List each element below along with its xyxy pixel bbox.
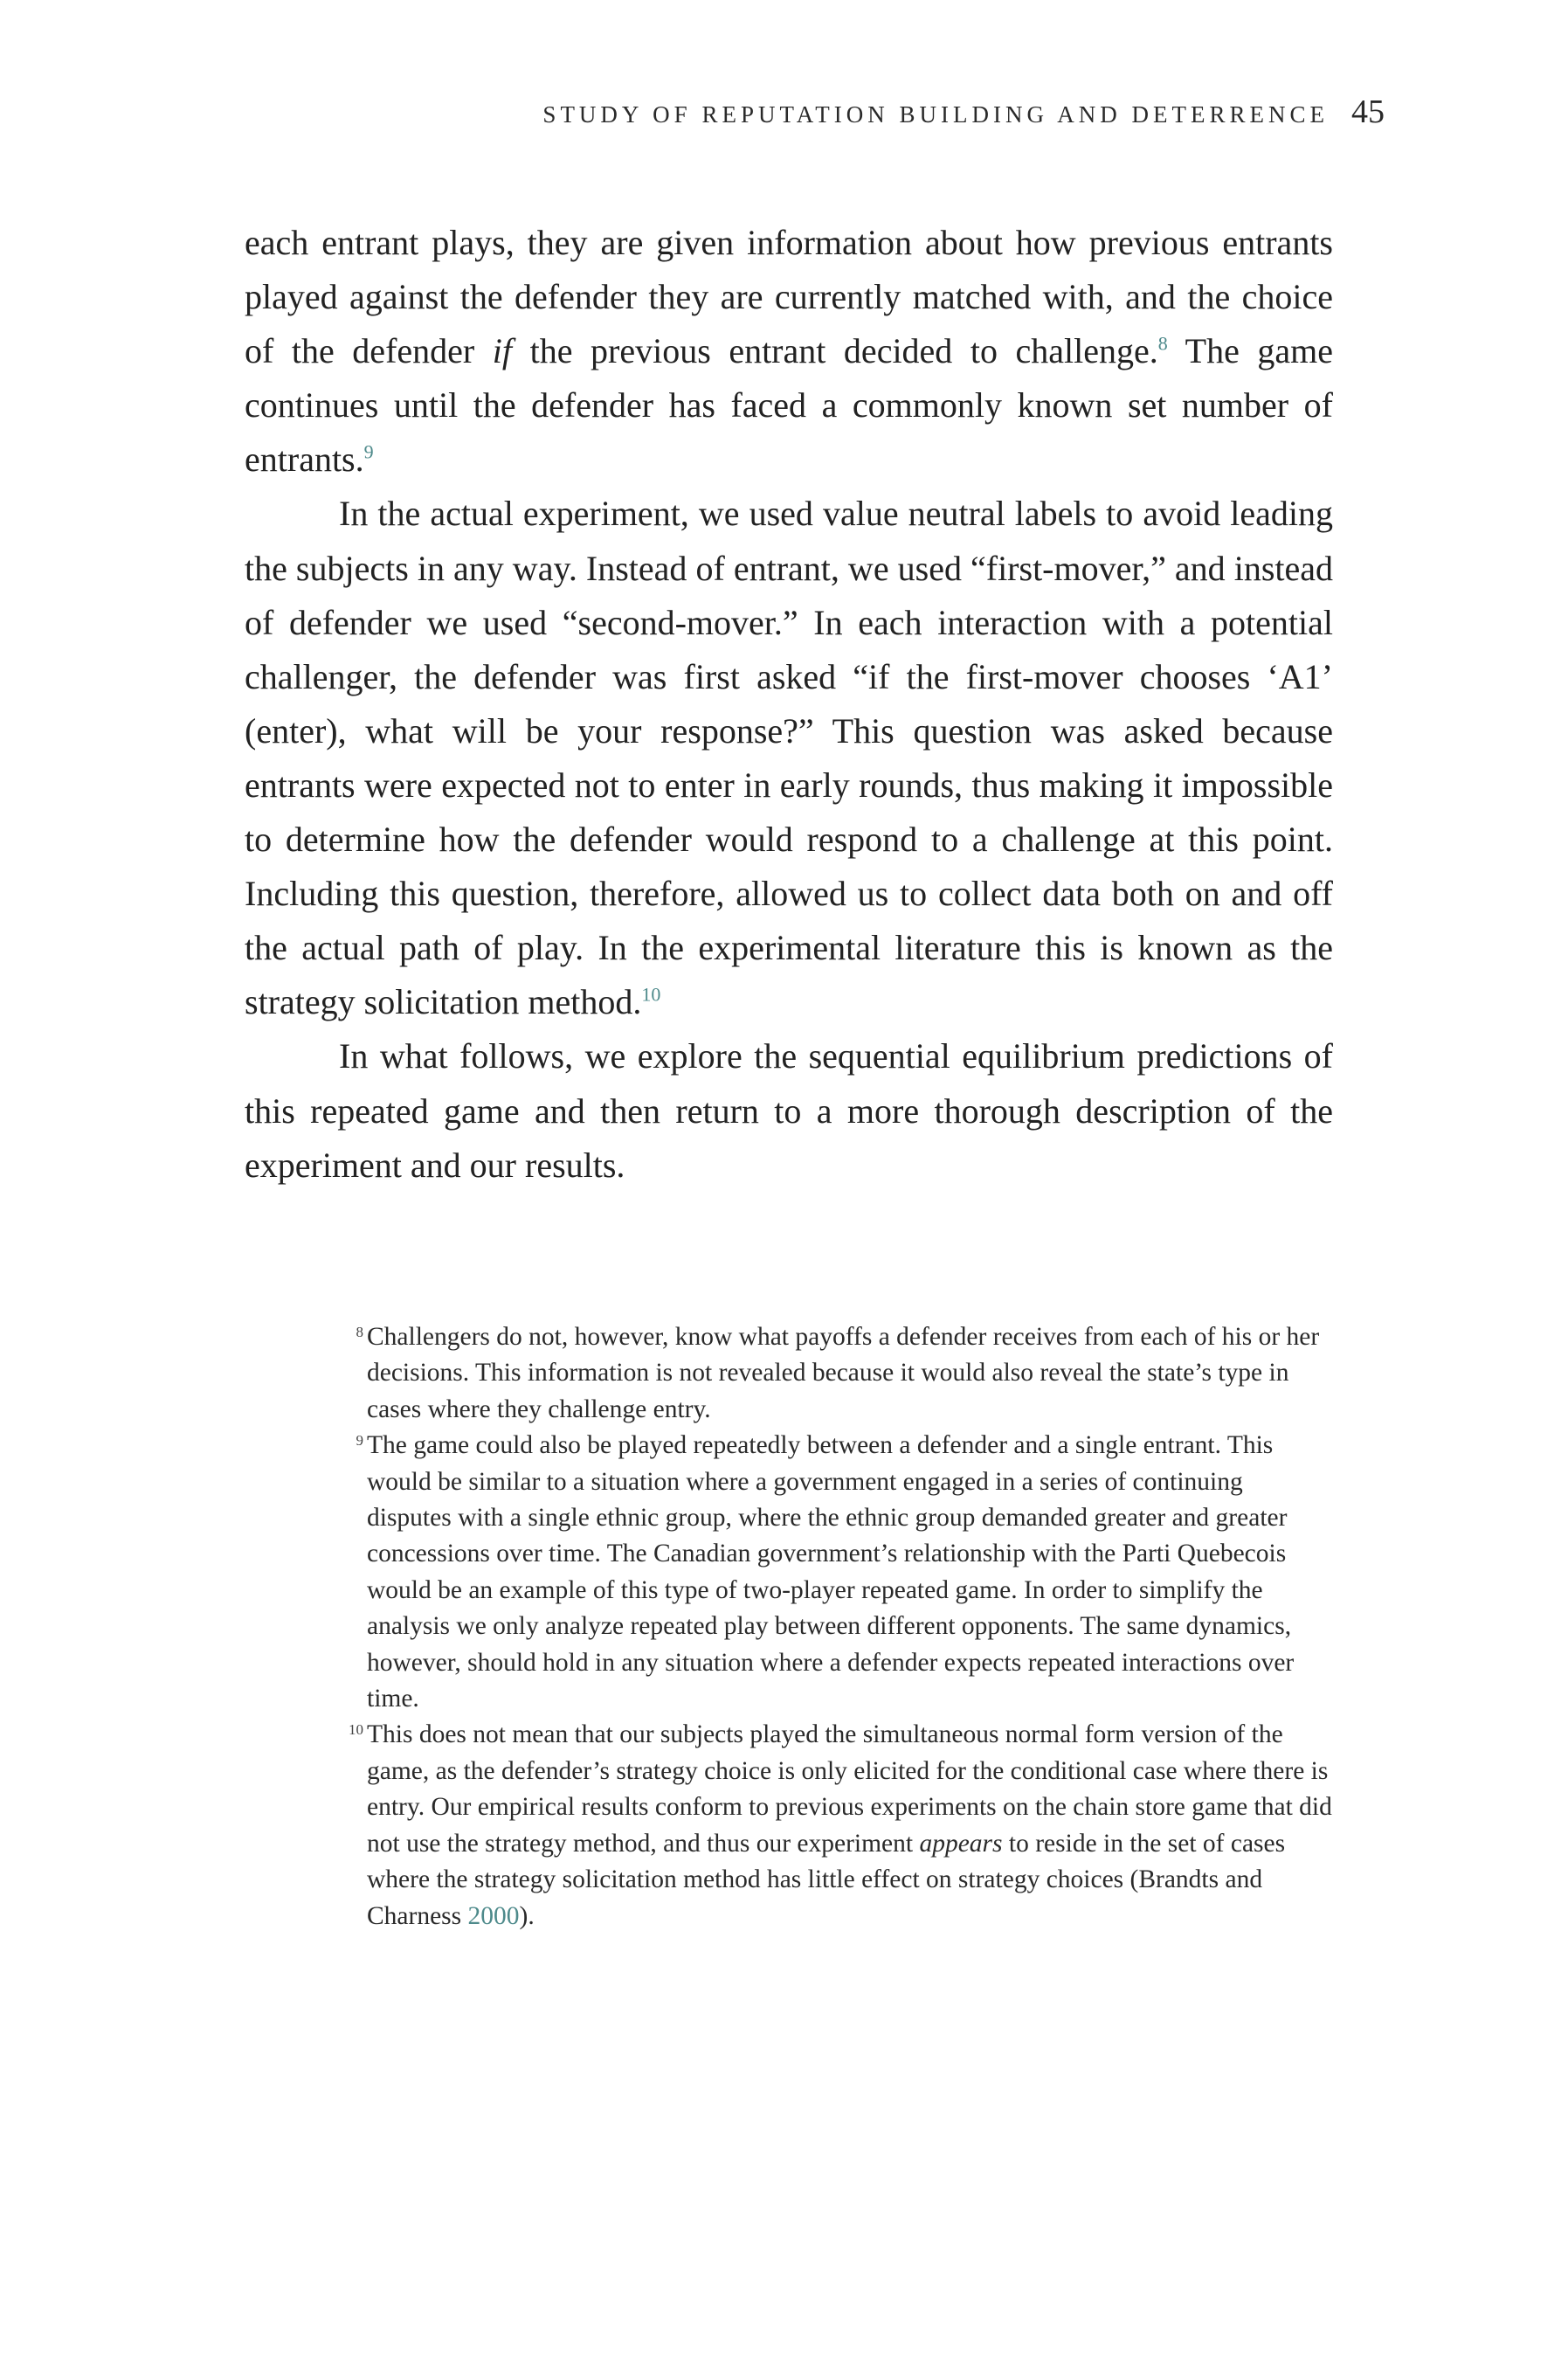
paragraph-3 xyxy=(245,1029,1333,1192)
running-head xyxy=(542,93,1385,131)
footnote-text-a: This does not mean that our subjects played the simultaneous normal form version of the game, as the defender’s strategy choice is only elicited for the conditional case where there is entry. Our empirical results conform to previous experiments on the chain store game that did not use the strategy method, and thus our experiment xyxy=(367,1720,1332,1858)
footnote-text: Challengers do not, however, know what payoffs a defender receives from each of his or her decisions. This information is not revealed because it would also reveal the state’s type in cases where they challenge entry. xyxy=(367,1323,1320,1423)
paragraph-1-text-c: The game continues until the defender has faced a commonly known set number of entrants. xyxy=(245,331,1334,480)
footnote-ref-8[interactable]: 8 xyxy=(1157,332,1168,355)
footnote-text: The game could also be played repeatedly between a defender and a single entrant. This would be similar to a situation where a government engaged in a series of continuing disputes with a single ethnic group, where the ethnic group demanded greater and greater concessions over time. The Canadian government’s relationship with the Parti Quebecois would be an example of this type of two-player repeated game. In order to simplify the analysis we only analyze repeated play between different opponents. The same dynamics, however, should hold in any situation where a defender expects repeated interactions over time. xyxy=(367,1431,1295,1713)
footnote-text-b: to reside in the set of cases where the strategy solicitation method has little effect on strategy choices (Brandts and Charness xyxy=(367,1829,1286,1930)
emphasis-appears: appears xyxy=(919,1829,1003,1858)
footnote-ref-9[interactable]: 9 xyxy=(363,441,374,464)
footnote-number: 9 xyxy=(356,1432,363,1450)
paragraph-3-text: In what follows, we explore the sequential equilibrium predictions of this repeated game and then return to a more thorough description of the experiment and our results. xyxy=(245,1036,1333,1185)
footnote-10 xyxy=(349,1717,1333,1934)
paragraph-2-text: In the actual experiment, we used value neutral labels to avoid leading the subjects in any way. Instead of entrant, we used “first-mover,” and instead of defender we used “second-mover.” In each interaction with a potential challenger, the defender was first asked “if the first-mover chooses ‘A1’ (enter), what will be your response?” This question was asked because entrants were expected not to enter in early rounds, thus making it impossible to determine how the defender would respond to a challenge at this point. Including this question, therefore, allowed us to collect data both on and off the actual path of play. In the experimental literature this is known as the strategy solicitation method. xyxy=(245,494,1333,1022)
footnote-text-c: ). xyxy=(519,1901,535,1930)
footnotes xyxy=(349,1319,1333,1934)
page-number: 45 xyxy=(1351,93,1385,130)
running-title: STUDY OF REPUTATION BUILDING AND DETERRENCE xyxy=(542,101,1329,128)
paragraph-1-text-b: the previous entrant decided to challenge. xyxy=(512,331,1158,371)
paragraph-1 xyxy=(245,216,1333,487)
citation-year-link[interactable]: 2000 xyxy=(467,1901,520,1930)
paragraph-2 xyxy=(245,487,1333,1029)
emphasis-if: if xyxy=(492,331,513,371)
footnote-number: 10 xyxy=(349,1721,363,1739)
paragraph-1-text-a: each entrant plays, they are given information about how previous entrants played against the defender they are currently matched with, and the choice of the defender xyxy=(245,223,1333,371)
footnote-number: 8 xyxy=(356,1324,363,1340)
footnote-8 xyxy=(356,1319,1333,1428)
main-text xyxy=(245,216,1333,1193)
footnote-9 xyxy=(356,1428,1333,1717)
footnote-ref-10[interactable]: 10 xyxy=(641,983,661,1006)
